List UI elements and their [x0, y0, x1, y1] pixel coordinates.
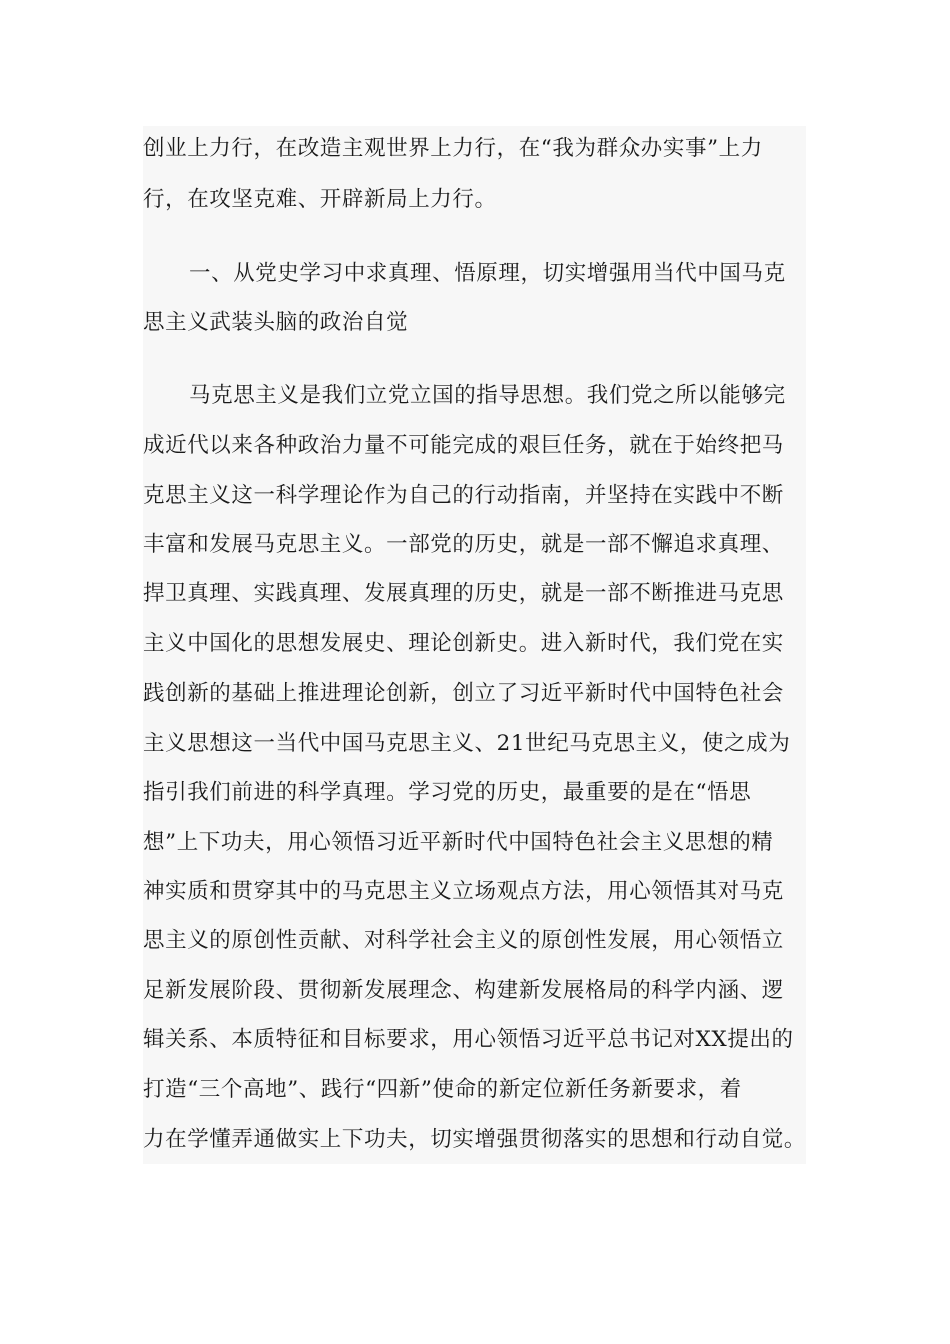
text-line: 丰富和发展马克思主义。一部党的历史，就是一部不懈追求真理、 [143, 532, 784, 557]
text-line: 指引我们前进的科学真理。学习党的历史，最重要的是在“悟思 [143, 780, 752, 805]
text-line: 成近代以来各种政治力量不可能完成的艰巨任务，就在于始终把马 [143, 433, 784, 458]
text-line: 辑关系、本质特征和目标要求，用心领悟习近平总书记对XX提出的 [143, 1027, 794, 1052]
text-line: 足新发展阶段、贯彻新发展理念、构建新发展格局的科学内涵、逻 [143, 978, 784, 1003]
section-heading-line: 一、从党史学习中求真理、悟原理，切实增强用当代中国马克 [189, 261, 786, 286]
text-line: 主义中国化的思想发展史、理论创新史。进入新时代，我们党在实 [143, 631, 784, 656]
text-line: 行，在攻坚克难、开辟新局上力行。 [143, 187, 497, 212]
text-line: 克思主义这一科学理论作为自己的行动指南，并坚持在实践中不断 [143, 483, 784, 508]
section-heading-line: 思主义武装头脑的政治自觉 [143, 310, 409, 335]
document-body [143, 126, 806, 1164]
text-line: 主义思想这一当代中国马克思主义、21世纪马克思主义，使之成为 [143, 731, 791, 756]
text-line: 思主义的原创性贡献、对科学社会主义的原创性发展，用心领悟立 [143, 928, 784, 953]
text-line: 践创新的基础上推进理论创新，创立了习近平新时代中国特色社会 [143, 681, 784, 706]
text-line: 力在学懂弄通做实上下功夫，切实增强贯彻落实的思想和行动自觉。 [143, 1127, 807, 1152]
text-line: 捍卫真理、实践真理、发展真理的历史，就是一部不断推进马克思 [143, 581, 784, 606]
text-line: 神实质和贯穿其中的马克思主义立场观点方法，用心领悟其对马克 [143, 879, 784, 904]
text-line: 想”上下功夫，用心领悟习近平新时代中国特色社会主义思想的精 [143, 830, 774, 855]
text-line: 马克思主义是我们立党立国的指导思想。我们党之所以能够完 [189, 383, 786, 408]
text-line: 创业上力行，在改造主观世界上力行，在“我为群众办实事”上力 [143, 136, 763, 161]
text-line: 打造“三个高地”、践行“四新”使命的新定位新任务新要求，着 [143, 1077, 742, 1102]
